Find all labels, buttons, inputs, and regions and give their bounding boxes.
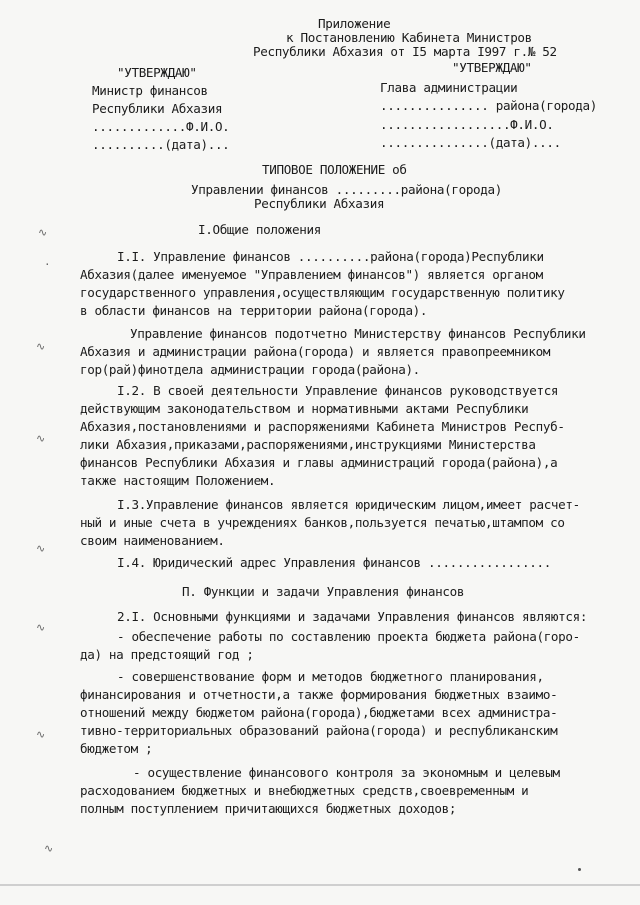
- scan-mark: ∿: [36, 340, 46, 353]
- paragraph-line: расходованием бюджетных и внебюджетных средств,своевременным и: [80, 783, 529, 798]
- paragraph-line: - осуществление финансового контроля за экономным и целевым: [133, 765, 560, 780]
- paragraph-line: Управление финансов подотчетно Министерству финансов Республики: [130, 326, 586, 341]
- approval-right-name: ..................Ф.И.О.: [380, 117, 554, 132]
- paragraph-line: ный и иные счета в учреждениях банков,пользуется печатью,штампом со: [80, 515, 565, 530]
- scan-mark: ∿: [36, 542, 46, 555]
- paragraph-line: - обеспечение работы по составлению проекта бюджета района(горо-: [117, 629, 580, 644]
- paragraph-line: I.I. Управление финансов ..........района(города)Республики: [117, 249, 544, 264]
- paragraph-line: финансирования и отчетности,а также формирования бюджетных взаимо-: [80, 687, 558, 702]
- paragraph-line: в области финансов на территории района(города).: [80, 303, 428, 318]
- scan-mark: ∿: [36, 432, 46, 445]
- paragraph-line: Абхазия,постановлениями и распоряжениями Кабинета Министров Респуб-: [80, 419, 565, 434]
- paragraph-line: тивно-территориальных образований района(города) и республиканским: [80, 723, 558, 738]
- paragraph-line: государственного управления,осуществляющим государственную политику: [80, 285, 565, 300]
- paragraph-line: I.2. В своей деятельности Управление финансов руководствуется: [117, 383, 559, 398]
- approval-left-name: .............Ф.И.О.: [92, 119, 230, 134]
- approval-right-org: ............... района(города): [380, 98, 597, 113]
- paragraph-line: своим наименованием.: [80, 533, 225, 548]
- paragraph-line: лики Абхазия,приказами,распоряжениями,инструкциями Министерства: [80, 437, 536, 452]
- document-title: ТИПОВОЕ ПОЛОЖЕНИЕ об: [262, 162, 407, 177]
- paragraph-line: гор(рай)финотдела администрации города(района).: [80, 362, 420, 377]
- approval-left-position: Министр финансов: [92, 83, 208, 98]
- paragraph-line: 2.I. Основными функциями и задачами Управления финансов являются:: [117, 609, 588, 624]
- scan-mark: ∿: [44, 842, 54, 855]
- annex-reference: к Постановлению Кабинета Министров: [286, 30, 532, 45]
- paragraph-line: полным поступлением причитающихся бюджетных доходов;: [80, 801, 457, 816]
- scan-speck: [578, 868, 581, 871]
- document-subtitle: Управлении финансов .........района(города): [191, 182, 502, 197]
- paragraph-line: да) на предстоящий год ;: [80, 647, 254, 662]
- annex-date-number: Республики Абхазия от I5 марта I997 г.№ 52: [253, 44, 557, 59]
- paragraph-line: I.4. Юридический адрес Управления финансов .................: [117, 555, 551, 570]
- approval-left-stamp: "УТВЕРЖДАЮ": [117, 65, 197, 80]
- approval-right-date: ...............(дата)....: [380, 135, 561, 150]
- document-subtitle-2: Республики Абхазия: [254, 196, 385, 211]
- paragraph-line: также настоящим Положением.: [80, 473, 276, 488]
- scan-mark: ·: [44, 258, 51, 271]
- scan-mark: ∿: [36, 728, 46, 741]
- annex-label: Приложение: [318, 16, 391, 31]
- approval-right-position: Глава администрации: [380, 80, 518, 95]
- scan-mark: ∿: [38, 226, 48, 239]
- paragraph-line: Абхазия и администрации района(города) и является правопреемником: [80, 344, 551, 359]
- approval-right-stamp: "УТВЕРЖДАЮ": [452, 60, 532, 75]
- approval-left-date: ..........(дата)...: [92, 137, 230, 152]
- scan-mark: ∿: [36, 621, 46, 634]
- scan-edge: [0, 884, 640, 886]
- approval-left-org: Республики Абхазия: [92, 101, 223, 116]
- paragraph-line: Абхазия(далее именуемое "Управлением финансов") является органом: [80, 267, 543, 282]
- paragraph-line: отношений между бюджетом района(города),бюджетами всех администра-: [80, 705, 558, 720]
- paragraph-line: действующим законодательством и нормативными актами Республики: [80, 401, 529, 416]
- paragraph-line: I.3.Управление финансов является юридическим лицом,имеет расчет-: [117, 497, 580, 512]
- section-1-heading: I.Общие положения: [198, 222, 321, 237]
- paragraph-line: - совершенствование форм и методов бюджетного планирования,: [117, 669, 544, 684]
- paragraph-line: финансов Республики Абхазия и главы администраций города(района),а: [80, 455, 558, 470]
- paragraph-line: бюджетом ;: [80, 741, 153, 756]
- section-2-heading: П. Функции и задачи Управления финансов: [182, 584, 465, 599]
